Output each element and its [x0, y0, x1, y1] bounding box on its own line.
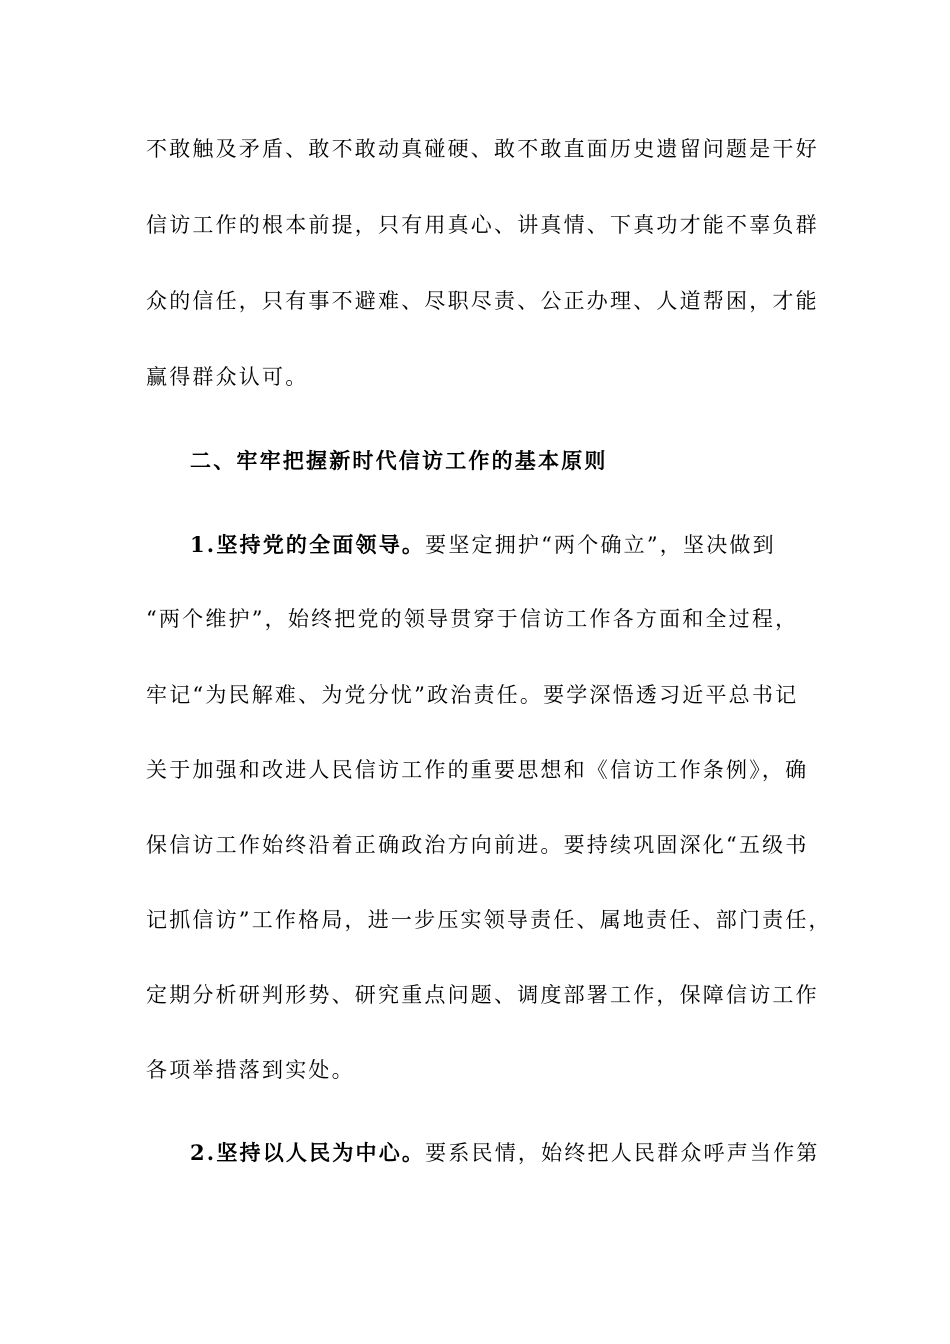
paragraph-line: 众的信任，只有事不避难、尽职尽责、公正办理、人道帮困，才能 — [146, 289, 819, 313]
paragraph-line: 记抓信访”工作格局，进一步压实领导责任、属地责任、部门责任， — [146, 908, 832, 932]
paragraph-line: 信访工作的根本前提，只有用真心、讲真情、下真功才能不辜负群 — [146, 213, 819, 237]
item-text: 要坚定拥护“两个确立”，坚决做到 — [425, 533, 776, 557]
item-first-line — [190, 1138, 870, 1168]
item-first-line — [190, 530, 870, 560]
paragraph-line: 各项举措落到实处。 — [146, 1058, 355, 1082]
paragraph-line: 牢记“为民解难、为党分忧”政治责任。要学深悟透习近平总书记 — [146, 683, 799, 707]
paragraph-line: 不敢触及矛盾、敢不敢动真碰硬、敢不敢直面历史遗留问题是干好 — [146, 137, 819, 161]
paragraph-line: 定期分析研判形势、研究重点问题、调度部署工作，保障信访工作 — [146, 983, 819, 1007]
item-text: 要系民情，始终把人民群众呼声当作第 — [425, 1141, 820, 1165]
item-title: 1.坚持党的全面领导。 — [190, 532, 426, 557]
item-title: 2.坚持以人民为中心。 — [190, 1140, 426, 1165]
paragraph-line: 赢得群众认可。 — [146, 365, 309, 389]
section-heading: 二、牢牢把握新时代信访工作的基本原则 — [190, 448, 608, 473]
paragraph-line: 保信访工作始终沿着正确政治方向前进。要持续巩固深化“五级书 — [146, 833, 809, 857]
paragraph-line: “两个维护”，始终把党的领导贯穿于信访工作各方面和全过程， — [146, 607, 799, 631]
paragraph-line: 关于加强和改进人民信访工作的重要思想和《信访工作条例》，确 — [146, 758, 809, 782]
